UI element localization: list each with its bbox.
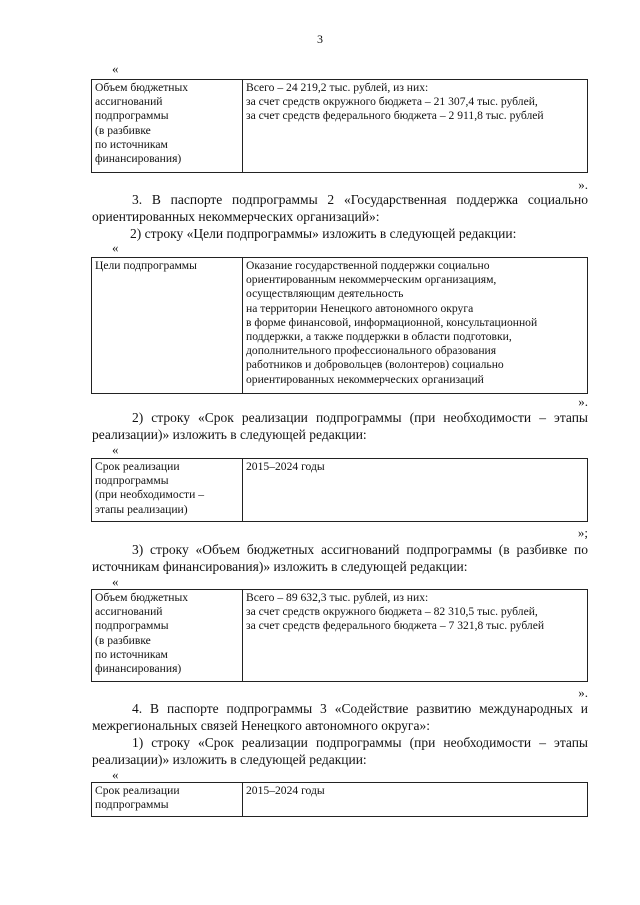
paragraph: 3) строку «Объем бюджетных ассигнований подпрограммы (в разбивке по источникам финансирования)» изложить в следующей редакции: bbox=[92, 542, 588, 574]
label-line: подпрограммы bbox=[95, 798, 169, 812]
goals-label-cell bbox=[92, 258, 243, 394]
paragraph: 2) строку «Срок реализации подпрограммы (при необходимости – этапы реализации)» изложить в следующей редакции: bbox=[92, 410, 588, 442]
value-line: ориентированным некоммерческим организациям, bbox=[246, 273, 497, 287]
budget-label-cell bbox=[92, 590, 243, 682]
label-line: подпрограммы bbox=[95, 474, 169, 488]
value-line: ориентированных некоммерческих организаций bbox=[246, 372, 484, 386]
budget-label-cell bbox=[92, 80, 243, 173]
open-quote: « bbox=[112, 61, 119, 76]
label-line: Объем бюджетных bbox=[95, 81, 189, 94]
close-quote: ». bbox=[578, 177, 588, 192]
value-line: Всего – 89 632,3 тыс. рублей, из них: bbox=[246, 591, 429, 604]
open-quote: « bbox=[112, 442, 119, 457]
paragraph: 4. В паспорте подпрограммы 3 «Содействие развитию международных и межрегиональных связей Ненецкого автономного округа»: bbox=[92, 701, 588, 733]
budget-table-1 bbox=[91, 79, 588, 173]
label-line: Объем бюджетных bbox=[95, 591, 189, 604]
value-line: 2015–2024 годы bbox=[246, 460, 325, 473]
label-line: подпрограммы bbox=[95, 619, 169, 633]
page-number: 3 bbox=[317, 32, 323, 46]
label-line: этапы реализации) bbox=[95, 502, 188, 516]
label-line: Срок реализации bbox=[95, 460, 180, 473]
value-line: 2015–2024 годы bbox=[246, 784, 325, 797]
term-table-2 bbox=[91, 782, 588, 817]
value-line: на территории Ненецкого автономного округа bbox=[246, 301, 474, 315]
label-line: Цели подпрограммы bbox=[95, 259, 197, 272]
paragraph: 2) строку «Цели подпрограммы» изложить в следующей редакции: bbox=[130, 226, 517, 241]
value-line: за счет средств окружного бюджета – 21 307,4 тыс. рублей, bbox=[246, 95, 538, 109]
label-line: Срок реализации bbox=[95, 784, 180, 797]
term-table bbox=[91, 458, 588, 522]
budget-value-cell bbox=[243, 80, 588, 173]
term-label-cell bbox=[92, 783, 243, 817]
open-quote: « bbox=[112, 767, 119, 782]
label-line: ассигнований bbox=[95, 95, 163, 109]
open-quote: « bbox=[112, 574, 119, 589]
close-quote: ». bbox=[578, 394, 588, 409]
value-line: работников и добровольцев (волонтеров) социально bbox=[246, 358, 504, 372]
label-line: ассигнований bbox=[95, 605, 163, 619]
term-value-cell bbox=[243, 459, 588, 522]
value-line: Всего – 24 219,2 тыс. рублей, из них: bbox=[246, 81, 429, 94]
label-line: финансирования) bbox=[95, 152, 182, 166]
goals-value-cell bbox=[243, 258, 588, 394]
close-quote: »; bbox=[577, 525, 588, 540]
label-line: по источникам bbox=[95, 647, 168, 661]
value-line: за счет средств окружного бюджета – 82 310,5 тыс. рублей, bbox=[246, 605, 538, 619]
label-line: финансирования) bbox=[95, 662, 182, 676]
term-value-cell bbox=[243, 783, 588, 817]
label-line: подпрограммы bbox=[95, 109, 169, 123]
budget-value-cell bbox=[243, 590, 588, 682]
value-line: дополнительного профессионального образования bbox=[246, 344, 497, 358]
value-line: в форме финансовой, информационной, консультационной bbox=[246, 315, 538, 329]
value-line: Оказание государственной поддержки социально bbox=[246, 259, 490, 272]
term-label-cell bbox=[92, 459, 243, 522]
value-line: за счет средств федерального бюджета – 2 911,8 тыс. рублей bbox=[246, 109, 544, 123]
open-quote: « bbox=[112, 240, 119, 255]
label-line: по источникам bbox=[95, 137, 168, 151]
value-line: за счет средств федерального бюджета – 7 321,8 тыс. рублей bbox=[246, 619, 545, 633]
label-line: (в разбивке bbox=[95, 123, 151, 137]
paragraph: 1) строку «Срок реализации подпрограммы (при необходимости – этапы реализации)» изложить в следующей редакции: bbox=[92, 735, 588, 767]
label-line: (в разбивке bbox=[95, 633, 151, 647]
close-quote: ». bbox=[578, 685, 588, 700]
label-line: (при необходимости – bbox=[95, 488, 205, 502]
value-line: осуществляющим деятельность bbox=[246, 287, 404, 301]
goals-table bbox=[91, 257, 588, 394]
value-line: поддержки, а также поддержки в области подготовки, bbox=[246, 330, 512, 344]
paragraph: 3. В паспорте подпрограммы 2 «Государственная поддержка социально ориентированных некоммерческих организаций»: bbox=[92, 192, 588, 224]
budget-table-2 bbox=[91, 589, 588, 682]
